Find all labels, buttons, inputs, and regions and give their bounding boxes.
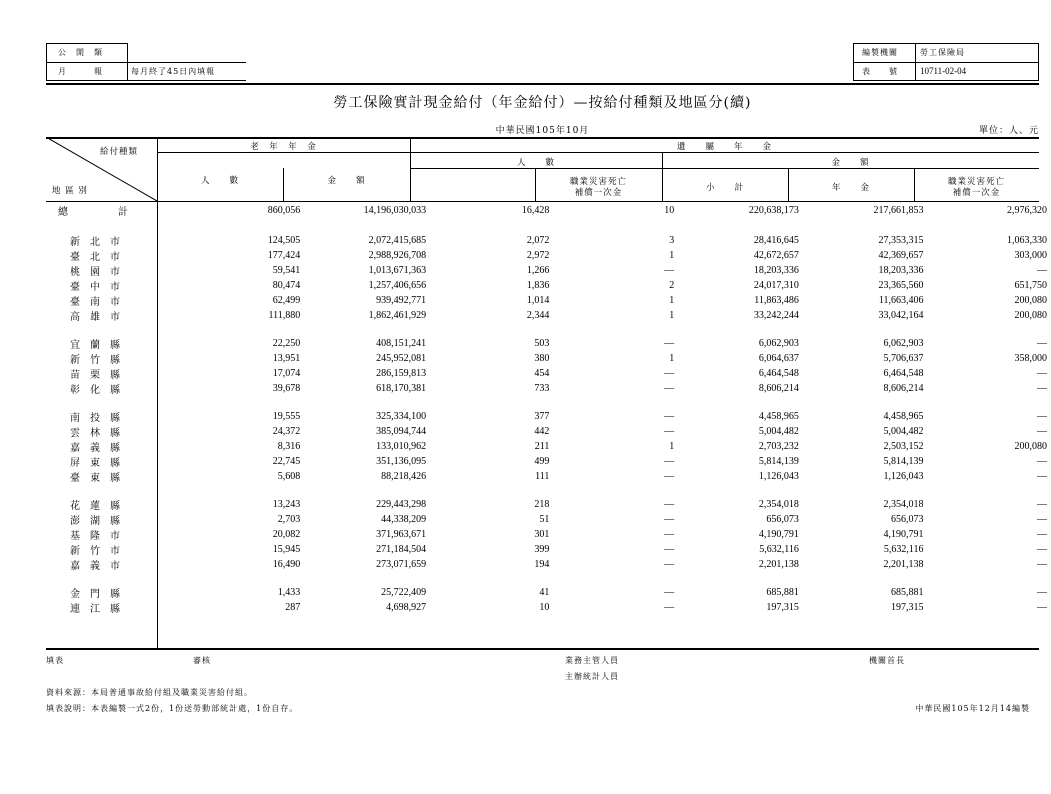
data-cell: 42,369,657 (878, 250, 924, 261)
data-cell: 303,000 (1014, 250, 1047, 261)
data-cell: — (664, 471, 675, 482)
data-cell: 271,184,504 (376, 544, 427, 555)
area-name: 新 竹 市 (70, 546, 120, 557)
table-row (46, 439, 1051, 454)
data-cell: 25,722,409 (381, 587, 427, 598)
data-cell: 41 (539, 587, 550, 598)
data-cell: 218 (534, 499, 550, 510)
data-cell: 194 (534, 559, 550, 570)
data-cell: 1,126,043 (883, 471, 924, 482)
col-subtotal: 小 計 (705, 183, 744, 193)
data-cell: 200,080 (1014, 295, 1047, 306)
data-cell: 62,499 (272, 295, 301, 306)
data-cell: 287 (285, 602, 301, 613)
table-row (46, 293, 1051, 308)
table-row (46, 424, 1051, 439)
col-old-people: 人 數 (200, 176, 239, 186)
data-cell: 442 (534, 426, 550, 437)
data-cell: 22,745 (272, 456, 301, 467)
data-cell: 4,190,791 (883, 529, 924, 540)
data-cell: 24,372 (272, 426, 301, 437)
data-cell: — (1037, 471, 1047, 482)
col-occ-amount-1: 職業災害死亡 (947, 177, 1005, 187)
data-cell: — (1037, 456, 1047, 467)
data-cell: 5,814,139 (758, 456, 799, 467)
data-cell: — (664, 426, 675, 437)
area-name: 基 隆 市 (70, 531, 120, 542)
data-cell: 2,072,415,685 (368, 235, 427, 246)
area-name: 屏 東 縣 (70, 458, 120, 469)
data-cell: 6,064,637 (758, 353, 799, 364)
data-cell: 200,080 (1014, 310, 1047, 321)
data-cell: 656,073 (766, 514, 799, 525)
data-cell: 19,555 (272, 411, 301, 422)
area-name: 連 江 縣 (70, 604, 120, 615)
data-cell: — (664, 499, 675, 510)
data-cell: 220,638,173 (748, 205, 799, 216)
col-amount: 金 額 (831, 158, 870, 168)
data-cell: 2,703,232 (758, 441, 799, 452)
data-cell: 5,814,139 (883, 456, 924, 467)
data-cell: 618,170,381 (376, 383, 427, 394)
data-cell: 1,126,043 (758, 471, 799, 482)
data-cell: 2,988,926,708 (368, 250, 427, 261)
data-cell: — (664, 602, 675, 613)
data-cell: — (664, 514, 675, 525)
data-cell: — (664, 383, 675, 394)
data-cell: — (664, 338, 675, 349)
data-cell: 860,056 (267, 205, 301, 216)
data-cell: 17,074 (272, 368, 301, 379)
area-name: 嘉 義 縣 (70, 443, 120, 454)
col-old-amount: 金 額 (327, 176, 366, 186)
data-cell: 5,706,637 (883, 353, 924, 364)
table-row (46, 454, 1051, 469)
area-name: 南 投 縣 (70, 413, 120, 424)
data-cell: — (1037, 499, 1047, 510)
area-name: 臺 東 縣 (70, 473, 120, 484)
data-cell: 111,880 (268, 310, 301, 321)
data-cell: 1,433 (277, 587, 301, 598)
data-cell: — (1037, 602, 1047, 613)
data-cell: 377 (534, 411, 550, 422)
data-cell: 80,474 (272, 280, 301, 291)
data-cell: 11,663,406 (878, 295, 924, 306)
data-cell: 1,013,671,363 (368, 265, 427, 276)
col-old-age: 老 年 年 金 (250, 142, 317, 152)
data-cell: 23,365,560 (878, 280, 924, 291)
table-row (46, 542, 1051, 557)
spacer-row (46, 484, 1051, 497)
data-cell: 499 (534, 456, 550, 467)
table-row (46, 366, 1051, 381)
data-cell: 503 (534, 338, 550, 349)
footer-note: 填表說明：本表編製一式2份，1份送勞動部統計處，1份自存。 (46, 704, 299, 713)
table-row (46, 557, 1051, 572)
spacer-row (46, 572, 1051, 585)
data-cell: 197,315 (766, 602, 799, 613)
col-occ-amount-2: 補償一次金 (952, 188, 1001, 198)
data-cell: 1 (669, 310, 675, 321)
data-cell: 2,201,138 (758, 559, 799, 570)
data-cell: — (664, 544, 675, 555)
data-cell: 59,541 (272, 265, 301, 276)
area-name: 嘉 義 市 (70, 561, 120, 572)
data-cell: — (1037, 529, 1047, 540)
table-row (46, 409, 1051, 424)
data-cell: 10 (664, 205, 675, 216)
unit: 單位：人、元 (978, 126, 1039, 136)
footer-agency-head: 機關首長 (869, 656, 905, 665)
area-name: 臺 北 市 (70, 252, 120, 263)
data-cell: 2,072 (526, 235, 550, 246)
footer-stats-head: 主辦統計人員 (565, 672, 619, 681)
data-cell: 1,836 (526, 280, 550, 291)
area-name: 總 計 (58, 207, 128, 218)
area-name: 澎 湖 縣 (70, 516, 120, 527)
table-row (46, 585, 1051, 600)
data-cell: 14,196,030,033 (363, 205, 427, 216)
spacer-row (46, 323, 1051, 336)
footer-compiled: 中華民國105年12月14編製 (915, 704, 1030, 713)
data-cell: 5,632,116 (759, 544, 799, 555)
data-cell: — (664, 559, 675, 570)
data-cell: 18,203,336 (753, 265, 799, 276)
data-cell: 44,338,209 (381, 514, 427, 525)
data-cell: 1 (669, 295, 675, 306)
area-name: 宜 蘭 縣 (70, 340, 120, 351)
data-cell: 2,344 (526, 310, 550, 321)
data-cell: 385,094,744 (376, 426, 427, 437)
data-cell: 5,004,482 (883, 426, 924, 437)
data-cell: 408,151,241 (376, 338, 427, 349)
data-cell: 124,505 (267, 235, 301, 246)
col-persons: 人 數 (516, 158, 555, 168)
data-cell: — (664, 265, 675, 276)
data-cell: 15,945 (272, 544, 301, 555)
data-cell: 2,972 (526, 250, 550, 261)
data-cell: 651,750 (1014, 280, 1047, 291)
data-cell: — (664, 368, 675, 379)
data-cell: 229,443,298 (376, 499, 427, 510)
data-cell: 939,492,771 (376, 295, 427, 306)
data-cell: 2,354,018 (758, 499, 799, 510)
table-row (46, 248, 1051, 263)
data-cell: 5,632,116 (883, 544, 924, 555)
data-cell: 8,606,214 (883, 383, 924, 394)
data-cell: — (1037, 426, 1047, 437)
data-cell: 2,503,152 (883, 441, 924, 452)
area-name: 高 雄 市 (70, 312, 120, 323)
data-cell: — (1037, 544, 1047, 555)
data-cell: 685,881 (890, 587, 924, 598)
data-cell: 1 (669, 250, 675, 261)
data-cell: 273,071,659 (376, 559, 427, 570)
form-value: 10711-02-04 (920, 66, 967, 76)
table-row (46, 263, 1051, 278)
col-occ-people-2: 補償一次金 (574, 188, 623, 198)
data-cell: 111 (535, 471, 550, 482)
data-cell: 6,464,548 (758, 368, 799, 379)
data-cell: 211 (534, 441, 550, 452)
data-cell: 4,190,791 (758, 529, 799, 540)
data-cell: — (1037, 411, 1047, 422)
data-cell: 371,963,671 (376, 529, 427, 540)
data-cell: 13,951 (272, 353, 301, 364)
data-cell: 24,017,310 (753, 280, 799, 291)
data-cell: 301 (534, 529, 550, 540)
area-name: 金 門 縣 (70, 589, 120, 600)
agency-value: 勞工保險局 (920, 48, 965, 57)
data-cell: 1 (669, 441, 675, 452)
data-cell: — (1037, 338, 1047, 349)
data-cell: 8,316 (277, 441, 301, 452)
data-cell: 245,952,081 (376, 353, 427, 364)
area-name: 雲 林 縣 (70, 428, 120, 439)
spacer-row (46, 396, 1051, 409)
form-label: 表 號 (862, 67, 898, 76)
data-cell: 200,080 (1014, 441, 1047, 452)
data-cell: — (1037, 265, 1047, 276)
data-cell: 20,082 (272, 529, 301, 540)
data-cell: 1,063,330 (1007, 235, 1047, 246)
data-cell: 33,042,164 (878, 310, 924, 321)
table-row (46, 351, 1051, 366)
footer-business-head: 業務主管人員 (565, 656, 619, 665)
data-cell: 2,703 (277, 514, 301, 525)
data-cell: 380 (534, 353, 550, 364)
area-name: 桃 園 市 (70, 267, 120, 278)
table-row (46, 527, 1051, 542)
period: 中華民國105年10月 (495, 126, 590, 136)
freq-label: 月 報 (58, 67, 103, 76)
data-cell: 51 (539, 514, 550, 525)
data-cell: 42,672,657 (753, 250, 799, 261)
data-cell: 39,678 (272, 383, 301, 394)
table-row (46, 381, 1051, 396)
data-table (46, 203, 1051, 615)
data-cell: 133,010,962 (376, 441, 427, 452)
data-cell: 1,257,406,656 (368, 280, 427, 291)
table-row (46, 469, 1051, 484)
data-cell: — (1037, 559, 1047, 570)
freq-desc: 每月終了45日內填報 (131, 67, 216, 76)
table-row (46, 278, 1051, 293)
data-cell: 6,464,548 (883, 368, 924, 379)
area-name: 花 蓮 縣 (70, 501, 120, 512)
data-cell: — (1037, 368, 1047, 379)
data-cell: 2,976,320 (1007, 205, 1047, 216)
col-annuity: 年 金 (831, 183, 870, 193)
data-cell: 358,000 (1014, 353, 1047, 364)
data-cell: 399 (534, 544, 550, 555)
data-cell: 351,136,095 (376, 456, 427, 467)
agency-label: 編製機關 (862, 48, 898, 57)
data-cell: 733 (534, 383, 550, 394)
table-row (46, 233, 1051, 248)
data-cell: 8,606,214 (758, 383, 799, 394)
data-cell: 4,698,927 (386, 602, 427, 613)
data-cell: — (1037, 587, 1047, 598)
data-cell: — (664, 587, 675, 598)
data-cell: 16,490 (272, 559, 301, 570)
area-name: 新 北 市 (70, 237, 120, 248)
data-cell: 2 (669, 280, 675, 291)
data-cell: 88,218,426 (381, 471, 427, 482)
corner-top-label: 給付種類 (100, 147, 139, 157)
data-cell: — (664, 529, 675, 540)
data-cell: 5,004,482 (758, 426, 799, 437)
data-cell: 6,062,903 (883, 338, 924, 349)
data-cell: — (1037, 514, 1047, 525)
data-cell: 3 (669, 235, 675, 246)
data-cell: 286,159,813 (376, 368, 427, 379)
table-row (46, 336, 1051, 351)
data-cell: 197,315 (890, 602, 924, 613)
data-cell: 13,243 (272, 499, 301, 510)
area-name: 苗 栗 縣 (70, 370, 120, 381)
spacer-row (46, 218, 1051, 233)
table-row (46, 600, 1051, 615)
data-cell: 217,661,853 (873, 205, 924, 216)
area-name: 彰 化 縣 (70, 385, 120, 396)
data-cell: 1,862,461,929 (368, 310, 427, 321)
data-cell: 454 (534, 368, 550, 379)
footer-filler: 填表 (46, 656, 64, 665)
data-cell: 4,458,965 (883, 411, 924, 422)
col-occ-people-1: 職業災害死亡 (569, 177, 627, 187)
table-row (46, 308, 1051, 323)
data-cell: 16,428 (521, 205, 550, 216)
data-cell: 33,242,244 (753, 310, 799, 321)
data-cell: 177,424 (267, 250, 301, 261)
area-name: 新 竹 縣 (70, 355, 120, 366)
corner-bottom-label: 地 區 別 (52, 186, 88, 196)
data-cell: 2,354,018 (883, 499, 924, 510)
data-cell: 27,353,315 (878, 235, 924, 246)
data-cell: 22,250 (272, 338, 301, 349)
data-cell: 1,266 (526, 265, 550, 276)
area-name: 臺 南 市 (70, 297, 120, 308)
data-cell: 11,863,486 (754, 295, 799, 306)
data-cell: 2,201,138 (883, 559, 924, 570)
table-row (46, 512, 1051, 527)
page-title: 勞工保險實計現金給付（年金給付）—按給付種類及地區分(續) (333, 95, 752, 111)
data-cell: 656,073 (890, 514, 924, 525)
col-survivor: 遺 屬 年 金 (676, 142, 772, 152)
data-cell: — (664, 456, 675, 467)
footer-reviewer: 審核 (193, 656, 211, 665)
data-cell: 10 (539, 602, 550, 613)
footer-source: 資料來源：本局普通事故給付組及職業災害給付組。 (46, 688, 253, 697)
data-cell: 18,203,336 (878, 265, 924, 276)
data-cell: 1 (669, 353, 675, 364)
data-cell: 685,881 (766, 587, 799, 598)
data-cell: — (664, 411, 675, 422)
data-cell: 28,416,645 (753, 235, 799, 246)
table-row (46, 203, 1051, 218)
class-label: 公 開 類 (58, 48, 103, 57)
data-cell: — (1037, 383, 1047, 394)
data-cell: 4,458,965 (758, 411, 799, 422)
data-cell: 6,062,903 (758, 338, 799, 349)
table-row (46, 497, 1051, 512)
data-cell: 5,608 (277, 471, 301, 482)
data-cell: 325,334,100 (376, 411, 427, 422)
area-name: 臺 中 市 (70, 282, 120, 293)
data-cell: 1,014 (526, 295, 550, 306)
